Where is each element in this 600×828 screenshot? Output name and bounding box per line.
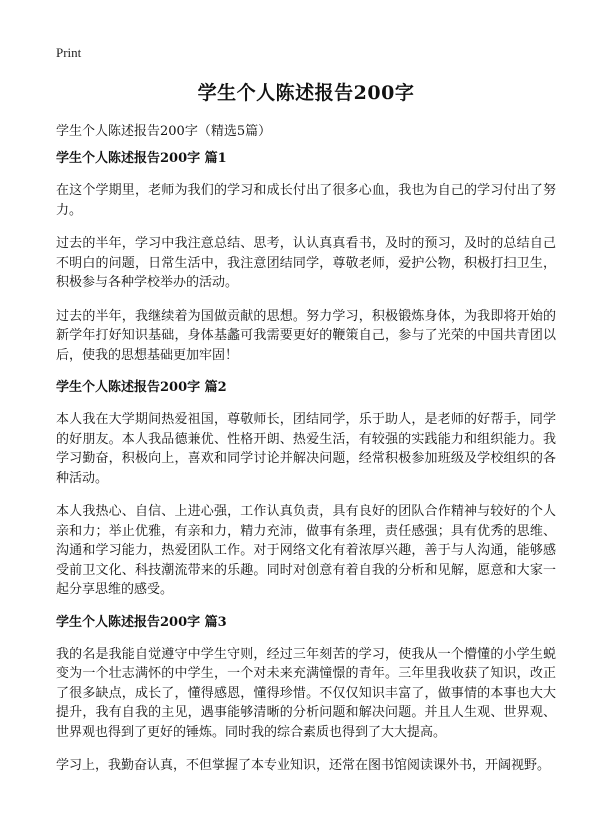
section-heading: 学生个人陈述报告200字 篇2 <box>56 380 227 395</box>
paragraph: 在这个学期里，老师为我们的学习和成长付出了很多心血，我也为自己的学习付出了努力。 <box>56 183 556 218</box>
paragraph: 本人我热心、自信、上进心强，工作认真负责，具有良好的团队合作精神与较好的个人亲和力；举止优雅，有亲和力，精力充沛，做事有条理，责任感强；具有优秀的思维、沟通和学习能力，热爱团队工作。对于网络文化有着浓厚兴趣，善于与人沟通，能够感受前卫文化、科技潮流带来的乐趣。同时对创意有着自我的分析和见解，愿意和大家一起分享思维的感受。 <box>56 504 556 597</box>
paragraph: 过去的半年，学习中我注意总结、思考，认认真真看书，及时的预习，及时的总结自己不明白的问题，日常生活中，我注意团结同学，尊敬老师，爱护公物，积极打扫卫生，积极参与各种学校举办的活动。 <box>56 236 556 290</box>
paragraph: 学习上，我勤奋认真，不但掌握了本专业知识，还常在图书馆阅读课外书，开阔视野。 <box>56 758 551 773</box>
section-heading: 学生个人陈述报告200字 篇1 <box>56 151 227 166</box>
print-link[interactable]: Print <box>56 45 82 60</box>
paragraph: 本人我在大学期间热爱祖国，尊敬师长，团结同学，乐于助人，是老师的好帮手，同学的好朋友。本人我品德兼优、性格开朗、热爱生活，有较强的实践能力和组织能力。我学习勤奋，积极向上，喜欢和同学讨论并解决问题，经常积极参加班级及学校组织的各种活动。 <box>56 412 556 486</box>
page-title: 学生个人陈述报告200字 <box>197 82 415 104</box>
document-content <box>56 150 556 790</box>
document-subtitle: 学生个人陈述报告200字（精选5篇） <box>56 124 272 139</box>
paragraph: 我的名是我能自觉遵守中学生守则，经过三年刻苦的学习，使我从一个懵懂的小学生蜕变为一个壮志满怀的中学生，一个对未来充满憧憬的青年。三年里我收获了知识，改正了很多缺点，成长了，懂得感恩，懂得珍惜。不仅仅知识丰富了，做事情的本事也大大提升，我有自我的主见，遇事能够清晰的分析问题和解决问题。并且人生观、世界观、世界观也得到了更好的锤炼。同时我的综合素质也得到了大大提高。 <box>56 646 556 740</box>
paragraph: 过去的半年，我继续着为国做贡献的思想。努力学习，积极锻炼身体，为我即将开始的新学年打好知识基础，身体基蠡可我需要更好的鞭策自己，参与了光荣的中国共青团以后，使我的思想基础更加牢固！ <box>56 308 556 363</box>
section-heading: 学生个人陈述报告200字 篇3 <box>56 614 227 630</box>
